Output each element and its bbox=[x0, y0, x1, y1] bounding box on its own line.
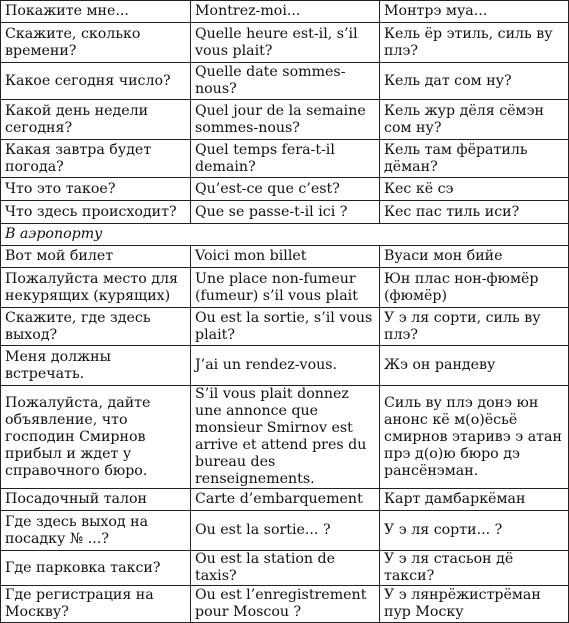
header-row bbox=[1, 1, 569, 23]
cell-french: Que se passe-t-il ici ? bbox=[191, 201, 380, 224]
table-row bbox=[1, 586, 569, 623]
table-row bbox=[1, 346, 569, 386]
table-row bbox=[1, 386, 569, 489]
cell-russian: Посадочный талон bbox=[1, 489, 191, 511]
cell-transcription: Кель там фёратиль дёман? bbox=[380, 140, 569, 178]
cell-russian: Где парковка такси? bbox=[1, 551, 191, 586]
table-row bbox=[1, 246, 569, 268]
table-row bbox=[1, 63, 569, 100]
cell-french: Ou est la sortie... ? bbox=[191, 511, 380, 551]
cell-french: Ou est la sortie, s’il vous plait? bbox=[191, 308, 380, 346]
cell-russian: Что это такое? bbox=[1, 178, 191, 201]
header-french: Montrez-moi... bbox=[191, 1, 380, 23]
cell-russian: Где регистрация на Москву? bbox=[1, 586, 191, 623]
cell-transcription: Жэ он рандеву bbox=[380, 346, 569, 386]
section-row bbox=[1, 224, 569, 246]
cell-french: Une place non-fumeur (fumeur) s’il vous plait bbox=[191, 268, 380, 308]
cell-french: Carte d’embarquement bbox=[191, 489, 380, 511]
cell-french: Quelle heure est-il, s’il vous plait? bbox=[191, 23, 380, 63]
table-row bbox=[1, 100, 569, 140]
cell-transcription: У э ля стасьон дё такси? bbox=[380, 551, 569, 586]
cell-russian: Скажите, где здесь выход? bbox=[1, 308, 191, 346]
cell-transcription: Карт дамбаркёман bbox=[380, 489, 569, 511]
cell-russian: Где здесь выход на посадку № ...? bbox=[1, 511, 191, 551]
cell-french: J’ai un rendez-vous. bbox=[191, 346, 380, 386]
cell-french: Voici mon billet bbox=[191, 246, 380, 268]
header-transcription: Монтрэ муа... bbox=[380, 1, 569, 23]
cell-russian: Меня должны встречать. bbox=[1, 346, 191, 386]
cell-russian: Какая завтра будет погода? bbox=[1, 140, 191, 178]
table-row bbox=[1, 308, 569, 346]
cell-french: Qu’est-ce que c’est? bbox=[191, 178, 380, 201]
cell-french: Ou est l’enregistrement pour Moscou ? bbox=[191, 586, 380, 623]
header-russian: Покажите мне... bbox=[1, 1, 191, 23]
cell-transcription: У э ля сорти, силь ву плэ? bbox=[380, 308, 569, 346]
cell-russian: Что здесь происходит? bbox=[1, 201, 191, 224]
cell-transcription: Кес пас тиль иси? bbox=[380, 201, 569, 224]
section-title: В аэропорту bbox=[1, 224, 569, 246]
cell-french: Quel jour de la semaine sommes-nous? bbox=[191, 100, 380, 140]
table-row bbox=[1, 489, 569, 511]
cell-russian: Вот мой билет bbox=[1, 246, 191, 268]
cell-transcription: Вуаси мон бийе bbox=[380, 246, 569, 268]
table-row bbox=[1, 178, 569, 201]
cell-russian: Пожалуйста, дайте объявление, что господин Смирнов прибыл и ждет у справочного бюро. bbox=[1, 386, 191, 489]
cell-russian: Какое сегодня число? bbox=[1, 63, 191, 100]
cell-russian: Какой день недели сегодня? bbox=[1, 100, 191, 140]
cell-transcription: Кель дат сом ну? bbox=[380, 63, 569, 100]
cell-french: S’il vous plait donnez une annonce que monsieur Smirnov est arrive et attend pres du bureau des renseignements. bbox=[191, 386, 380, 489]
table-row bbox=[1, 140, 569, 178]
table-row bbox=[1, 23, 569, 63]
cell-russian: Скажите, сколько времени? bbox=[1, 23, 191, 63]
table-row bbox=[1, 201, 569, 224]
table-row bbox=[1, 551, 569, 586]
cell-french: Quel temps fera-t-il demain? bbox=[191, 140, 380, 178]
cell-transcription: Юн плас нон-фюмёр (фюмёр) bbox=[380, 268, 569, 308]
cell-french: Quelle date sommes-nous? bbox=[191, 63, 380, 100]
cell-transcription: Кель жур дёля сёмэн сом ну? bbox=[380, 100, 569, 140]
cell-french: Ou est la station de taxis? bbox=[191, 551, 380, 586]
cell-russian: Пожалуйста место для некурящих (курящих) bbox=[1, 268, 191, 308]
cell-transcription: Силь ву плэ донэ юн анонс кё м(о)ёсьё смирнов этаривэ э атан прэ д(о)ю бюро дэ рансёнэман. bbox=[380, 386, 569, 489]
table-row bbox=[1, 511, 569, 551]
table-row bbox=[1, 268, 569, 308]
cell-transcription: У э ля сорти... ? bbox=[380, 511, 569, 551]
cell-transcription: Кель ёр этиль, силь ву плэ? bbox=[380, 23, 569, 63]
cell-transcription: Кес кё сэ bbox=[380, 178, 569, 201]
cell-transcription: У э лянрёжистрёман пур Моску bbox=[380, 586, 569, 623]
